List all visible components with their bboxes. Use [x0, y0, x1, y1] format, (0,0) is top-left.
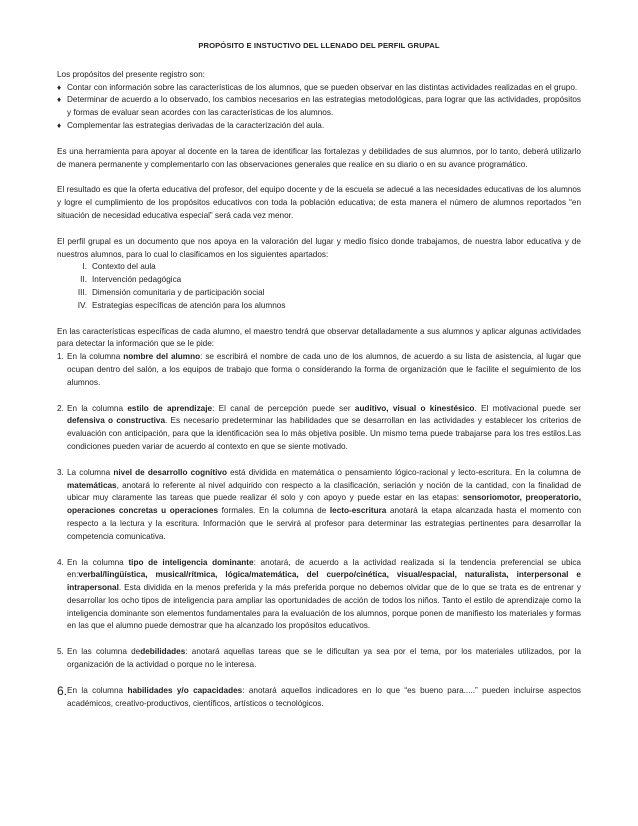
section-text: Estrategias específicas de atención para los alumnos — [92, 300, 286, 310]
bold-term: lecto-escritura — [329, 506, 387, 516]
instruction-item — [57, 351, 581, 389]
bold-term: tipo de inteligencia dominante — [128, 557, 254, 567]
text-run: La columna — [67, 467, 114, 477]
section-item — [57, 261, 581, 274]
purpose-text: Complementar las estrategias derivadas de la caracterización del aula. — [67, 120, 325, 130]
purposes-intro: Los propósitos del presente registro son: — [57, 69, 205, 79]
section-number: III. — [77, 287, 87, 297]
section-number: I. — [82, 262, 87, 272]
sections-list — [57, 261, 581, 312]
instruction-text — [67, 558, 581, 631]
instruction-text — [67, 404, 581, 451]
text-run: En la columna — [67, 352, 124, 362]
bold-term: estilo de aprendizaje — [127, 403, 213, 413]
instruction-item — [57, 646, 581, 672]
diamond-bullet-icon: ♦ — [57, 120, 62, 130]
bold-term: nombre del alumno — [123, 352, 201, 362]
text-run: En la columna — [67, 557, 129, 567]
text-run: . Es necesario predeterminar las habilidades que se desarrollan en las actividades y establecer los criterios de evaluación con anticipación, para que la identificación sea lo más objetiva posible. Un mismo tema puede trabajarse para los tres estilos.Las condiciones pueden variar de acuerdo al contexto en que se siente motivado. — [67, 416, 581, 451]
section-text: Contexto del aula — [92, 262, 156, 272]
instruction-number: 4. — [57, 557, 64, 567]
instructions-list — [57, 351, 581, 710]
text-run: En la columna — [67, 685, 128, 695]
text-run: formales. En la columna de — [218, 506, 330, 516]
text-run: : se escribirá el nombre de cada uno de los alumnos, de acuerdo a su lista de asistencia, al lugar que ocupan dentro del salón, a los equipos de trabajo que forma o considerando la forma de organización que le facilite el seguimiento de los alumnos. — [67, 352, 581, 387]
bold-term: sensoriomotor, preoperatorio, operaciones concretas u operaciones — [67, 493, 581, 516]
section-item — [57, 287, 581, 300]
bold-term: nivel de desarrollo cognitivo — [113, 467, 227, 477]
bold-term: verbal/lingüística, musical/rítmica, lógica/matemática, del cuerpo/cinética, visual/espacial, naturalista, interpersonal e intrapersonal — [67, 570, 581, 593]
paragraph-resultado: El resultado es que la oferta educativa del profesor, del equipo docente y de la escuela se adecué a las necesidades educativas de los alumnos y logre el cumplimiento de los propósitos educativos con toda la población educativa; de esta manera el número de alumnos reportados “en situación de necesidad educativa especial” será cada vez menor. — [57, 185, 581, 220]
section-text: Dimensión comunitaria y de participación social — [92, 287, 265, 297]
instruction-text — [67, 647, 581, 669]
instruction-text — [67, 352, 581, 387]
purpose-text: Contar con información sobre las características de los alumnos, que se pueden observar en las distintas actividades realizadas en el grupo. — [67, 82, 578, 92]
text-run: : anotará aquellas tareas que se le dificultan ya sea por el tema, por los materiales utilizados, por la organización de la actividad o porque no le interesa. — [67, 647, 582, 670]
page-title: PROPÓSITO E INSTUCTIVO DEL LLENADO DEL PERFIL GRUPAL — [198, 41, 440, 50]
purpose-item — [57, 82, 581, 95]
paragraph-herramienta: Es una herramienta para apoyar al docente en la tarea de identificar las fortalezas y debilidades de sus alumnos, por lo tanto, deberá utilizarlo de manera permanente y complementarlo con las observaciones generales que realice en su diario o en su avance programático. — [57, 146, 581, 169]
bold-term: habilidades y/o capacidades — [127, 685, 243, 695]
purposes-list — [57, 82, 581, 133]
bold-term: debilidades — [140, 647, 186, 657]
text-run: En la columna — [67, 403, 128, 413]
text-run: , anotará lo referente al nivel adquirido con respecto a la clasificación, seriación y noción de la cantidad, con la finalidad de ubicar muy claramente las tareas que puede realizar él solo y con apoyo y puede estar en las etapas: — [67, 480, 581, 503]
instruction-item — [57, 403, 581, 454]
purpose-item — [57, 94, 581, 120]
instruction-item — [57, 557, 581, 634]
section-item — [57, 300, 581, 313]
bold-term: matemáticas — [67, 480, 117, 490]
instruction-number: 5. — [57, 647, 64, 657]
instruction-item — [57, 685, 581, 711]
section-number: IV. — [77, 300, 87, 310]
instruction-number: 6. — [57, 683, 68, 698]
paragraph-caracteristicas: En las características específicas de cada alumno, el maestro tendrá que observar detalladamente a sus alumnos y aplicar algunas actividades para detectar la información que se le pide: — [57, 326, 581, 349]
text-run: : anotará, de acuerdo a la actividad realizada si la tendencia preferencial se ubica en: — [67, 557, 581, 580]
text-run: . Esta dividida en la menos preferida y la más preferida porque no debemos olvidar que de lo que se trata es de entrenar y desarrollar los ocho tipos de inteligencia para ampliar las oportunidades de acción de todos los niños. Tanto el estilo de aprendizaje como la inteligencia dominante son elementos fundamentales para la evaluación de los alumnos, porque ponen de manifiesto los materiales y formas en las que el alumno puede demostrar que ha alcanzado los propósitos educativos. — [67, 583, 581, 631]
section-text: Intervención pedagógica — [92, 275, 182, 285]
text-run: : anotará aquellos indicadores en lo que “es bueno para.....” pueden incluirse aspectos académicos, creativo-productivos, científicos, artísticos o tecnológicos. — [67, 685, 581, 708]
diamond-bullet-icon: ♦ — [57, 95, 62, 105]
purpose-text: Determinar de acuerdo a lo observado, los cambios necesarios en las estrategias metodológicas, para lograr que las actividades, propósitos y formas de evaluar sean acordes con las características de los alumnos. — [67, 95, 581, 118]
instruction-item — [57, 467, 581, 544]
instruction-text — [67, 468, 581, 541]
instruction-text — [67, 686, 581, 708]
purpose-item — [57, 120, 581, 133]
section-item — [57, 274, 581, 287]
section-number: II. — [80, 275, 87, 285]
bold-term: defensiva o constructiva — [67, 416, 166, 426]
instruction-number: 3. — [57, 467, 64, 477]
paragraph-perfil-grupal: El perfil grupal es un documento que nos apoya en la valoración del lugar y medio físico donde trabajamos, de nuestra labor educativa y de nuestros alumnos, para lo cual lo clasificamos en los siguientes apartados: — [57, 236, 581, 259]
text-run: . El motivacional puede ser — [474, 403, 581, 413]
text-run: está dividida en matemática o pensamiento lógico-racional y lecto-escritura. En la columna de — [226, 467, 581, 477]
text-run: : El canal de percepción puede ser — [212, 403, 355, 413]
text-run: En las columna de — [67, 647, 141, 657]
instruction-number: 1. — [57, 352, 64, 362]
diamond-bullet-icon: ♦ — [57, 82, 62, 92]
instruction-number: 2. — [57, 403, 64, 413]
bold-term: auditivo, visual o kinestésico — [354, 403, 475, 413]
text-run: anotará la etapa alcanzada hasta el momento con respecto a la lectura y la escritura. Información que le servirá al profesor para determinar las estrategias pertinentes para desarrollar la competencia comunicativa. — [67, 506, 582, 541]
